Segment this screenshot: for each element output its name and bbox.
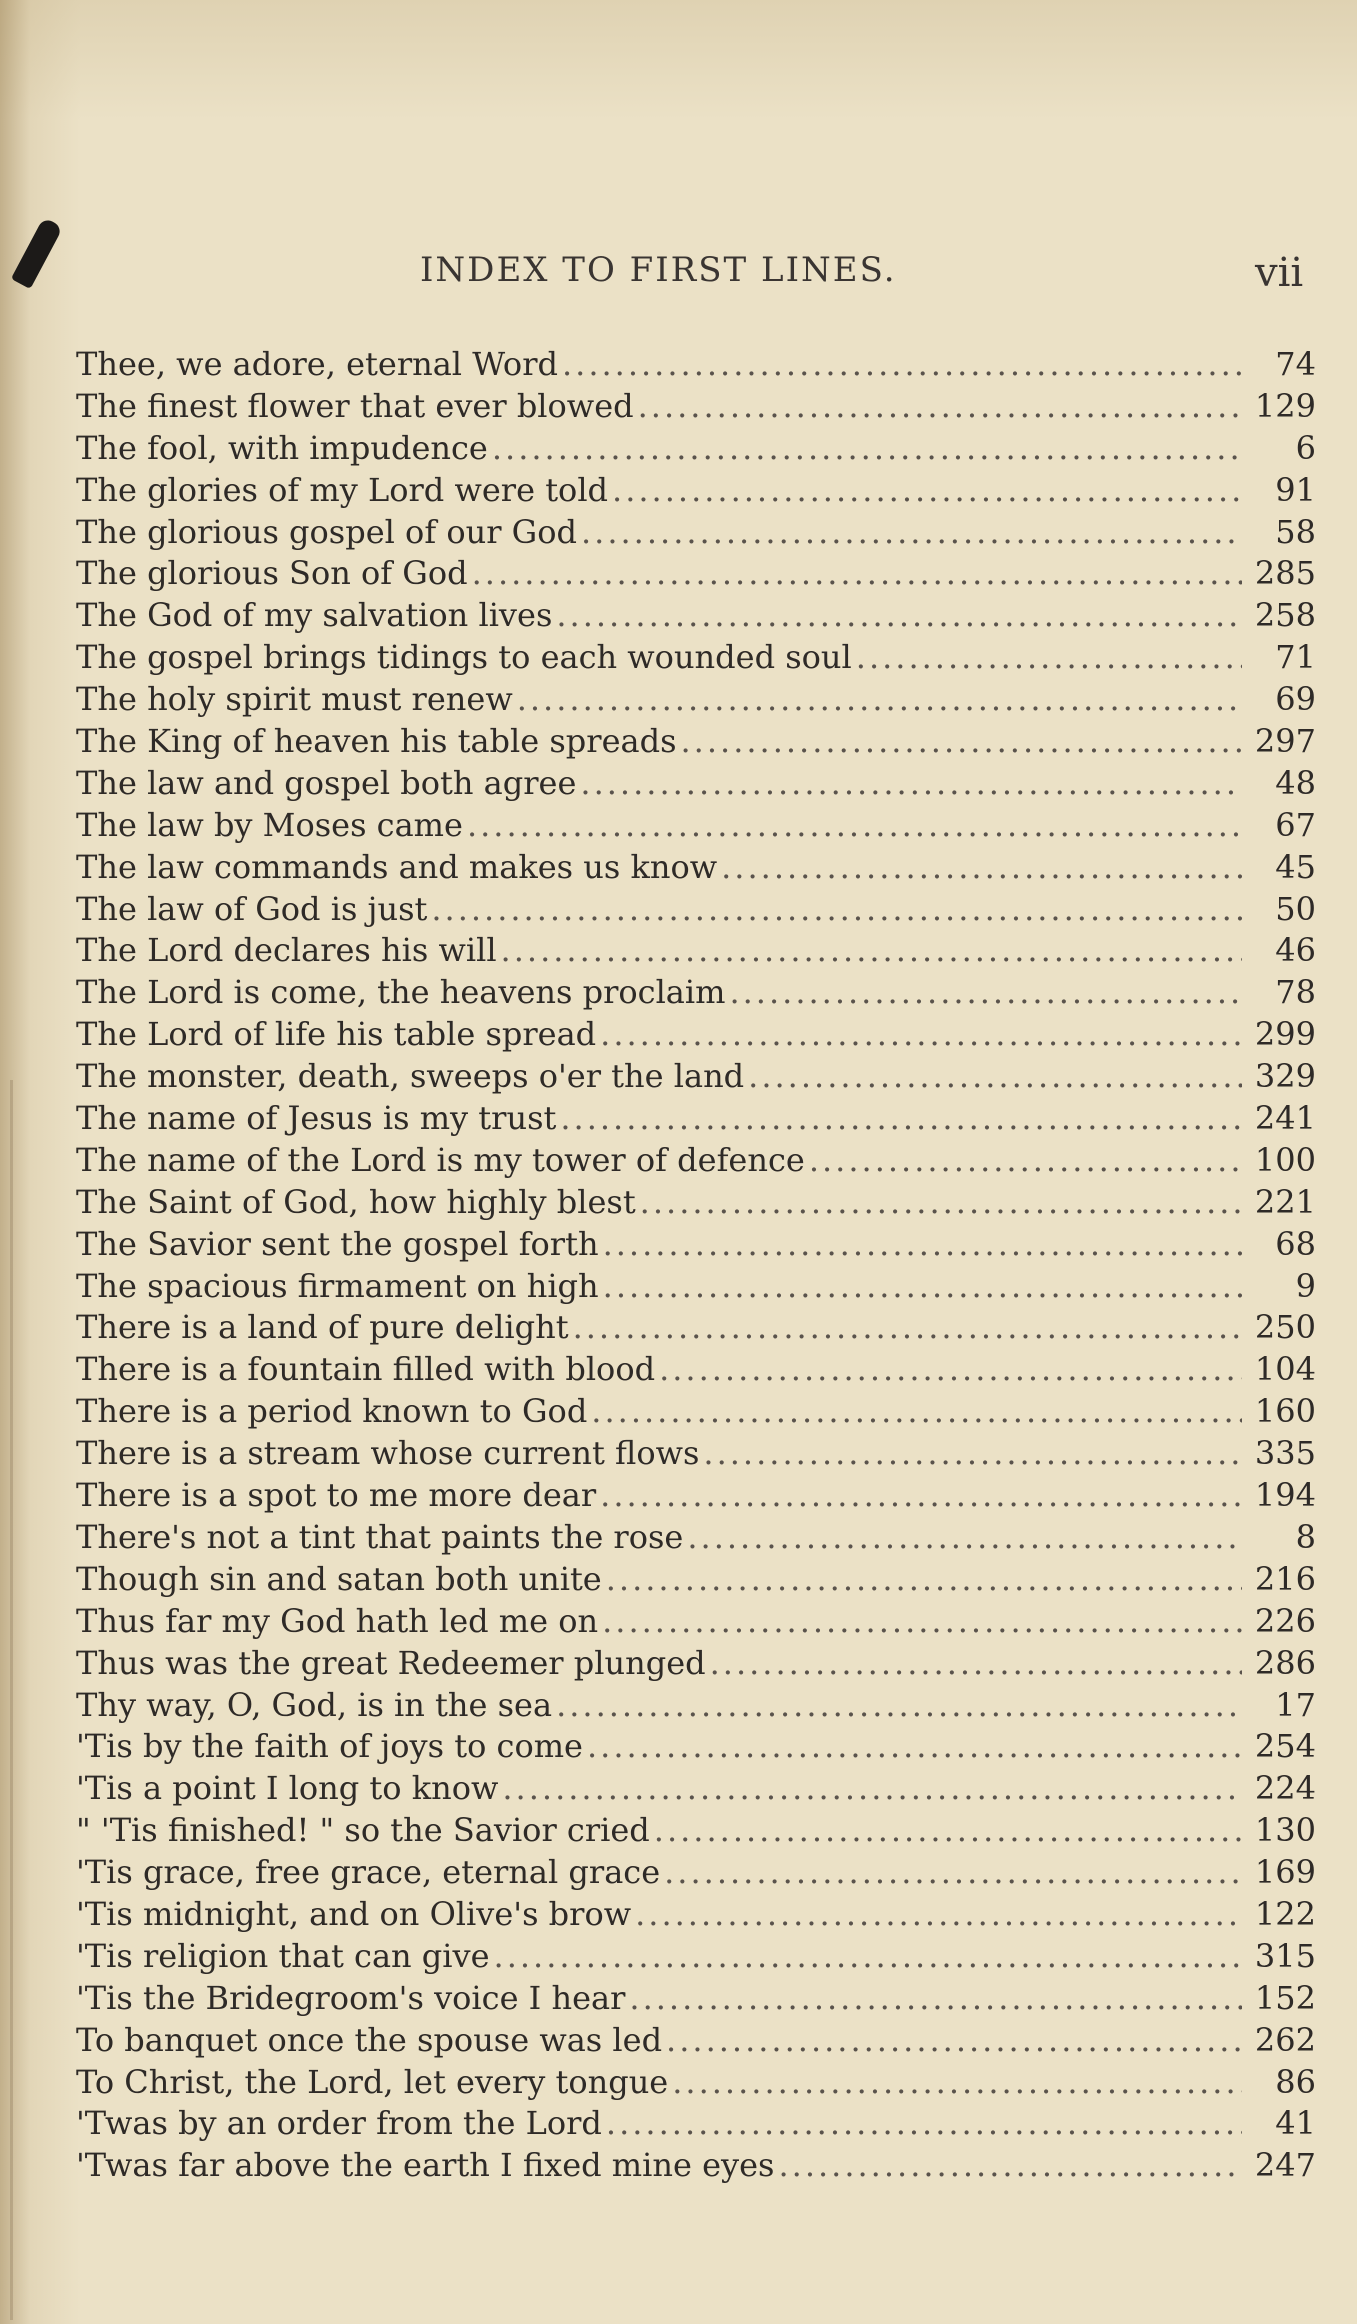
entry-page-number: 58 bbox=[1275, 512, 1316, 551]
entry-first-line: The Lord declares his will bbox=[76, 931, 497, 970]
entry-first-line: 'Twas far above the earth I fixed mine eyes bbox=[76, 2146, 775, 2185]
dot-leader bbox=[556, 595, 1242, 637]
entry-page-number: 129 bbox=[1254, 386, 1316, 425]
dot-leader bbox=[606, 2103, 1242, 2145]
entry-first-line: There's not a tint that paints the rose bbox=[76, 1517, 684, 1556]
index-entry bbox=[76, 930, 1316, 972]
dot-leader bbox=[687, 1517, 1242, 1559]
entry-first-line: 'Tis a point I long to know bbox=[76, 1769, 499, 1808]
entry-page-number: 258 bbox=[1254, 596, 1316, 635]
dot-leader bbox=[600, 1014, 1242, 1056]
index-entry bbox=[76, 2145, 1316, 2187]
index-entry bbox=[76, 2103, 1316, 2145]
entry-page-number: 6 bbox=[1295, 428, 1316, 467]
dot-leader bbox=[729, 972, 1242, 1014]
entry-page-number: 224 bbox=[1254, 1769, 1316, 1808]
index-entry bbox=[76, 1014, 1316, 1056]
index-entry bbox=[76, 972, 1316, 1014]
dot-leader bbox=[710, 1643, 1242, 1685]
entry-first-line: The law commands and makes us know bbox=[76, 847, 718, 886]
dot-leader bbox=[602, 1601, 1242, 1643]
index-entry bbox=[76, 1685, 1316, 1727]
entry-page-number: 241 bbox=[1254, 1099, 1316, 1138]
index-entry bbox=[76, 344, 1316, 386]
entry-first-line: The monster, death, sweeps o'er the land bbox=[76, 1057, 745, 1096]
dot-leader bbox=[580, 763, 1242, 805]
index-entry bbox=[76, 512, 1316, 554]
index-entry bbox=[76, 1098, 1316, 1140]
entry-first-line: To Christ, the Lord, let every tongue bbox=[76, 2062, 669, 2101]
dot-leader bbox=[672, 2062, 1242, 2104]
index-entry bbox=[76, 1894, 1316, 1936]
dot-leader bbox=[472, 553, 1242, 595]
index-entry bbox=[76, 637, 1316, 679]
dot-leader bbox=[501, 930, 1242, 972]
entry-page-number: 8 bbox=[1295, 1517, 1316, 1556]
dot-leader bbox=[681, 721, 1243, 763]
index-entry bbox=[76, 847, 1316, 889]
index-entry bbox=[76, 1768, 1316, 1810]
dot-leader bbox=[502, 1768, 1242, 1810]
dot-leader bbox=[654, 1810, 1242, 1852]
index-entry bbox=[76, 805, 1316, 847]
dot-leader bbox=[603, 1266, 1242, 1308]
entry-first-line: There is a period known to God bbox=[76, 1392, 588, 1431]
dot-leader bbox=[666, 2020, 1242, 2062]
index-entry bbox=[76, 1266, 1316, 1308]
entry-first-line: There is a land of pure delight bbox=[76, 1308, 569, 1347]
entry-page-number: 41 bbox=[1275, 2104, 1316, 2143]
entry-first-line: The Savior sent the gospel forth bbox=[76, 1224, 599, 1263]
dot-leader bbox=[664, 1852, 1242, 1894]
entry-page-number: 250 bbox=[1254, 1308, 1316, 1347]
entry-page-number: 48 bbox=[1275, 763, 1316, 802]
entry-first-line: 'Tis midnight, and on Olive's brow bbox=[76, 1894, 632, 1933]
entry-page-number: 67 bbox=[1275, 805, 1316, 844]
entry-first-line: The law and gospel both agree bbox=[76, 763, 577, 802]
dot-leader bbox=[635, 1894, 1242, 1936]
entry-page-number: 46 bbox=[1275, 931, 1316, 970]
entry-first-line: To banquet once the spouse was led bbox=[76, 2020, 663, 2059]
dot-leader bbox=[573, 1307, 1242, 1349]
page-number: vii bbox=[1255, 250, 1304, 296]
index-entry bbox=[76, 763, 1316, 805]
entry-first-line: Though sin and satan both unite bbox=[76, 1559, 602, 1598]
entry-first-line: The King of heaven his table spreads bbox=[76, 722, 677, 761]
dot-leader bbox=[494, 1936, 1242, 1978]
entry-first-line: The God of my salvation lives bbox=[76, 596, 553, 635]
entry-page-number: 91 bbox=[1275, 470, 1316, 509]
entry-first-line: The name of Jesus is my trust bbox=[76, 1099, 557, 1138]
dot-leader bbox=[703, 1433, 1242, 1475]
index-entry bbox=[76, 1391, 1316, 1433]
entry-first-line: The Lord of life his table spread bbox=[76, 1015, 597, 1054]
dot-leader bbox=[431, 889, 1242, 931]
index-entry bbox=[76, 2020, 1316, 2062]
index-entry bbox=[76, 889, 1316, 931]
entry-first-line: The glorious Son of God bbox=[76, 554, 468, 593]
entry-first-line: The Saint of God, how highly blest bbox=[76, 1182, 636, 1221]
index-entry bbox=[76, 1433, 1316, 1475]
index-entry bbox=[76, 1224, 1316, 1266]
dot-leader bbox=[603, 1224, 1242, 1266]
entry-page-number: 299 bbox=[1254, 1015, 1316, 1054]
dot-leader bbox=[492, 428, 1242, 470]
entry-page-number: 74 bbox=[1275, 345, 1316, 383]
entry-page-number: 9 bbox=[1295, 1266, 1316, 1305]
page-edge-shadow bbox=[10, 1080, 13, 2320]
entry-page-number: 45 bbox=[1275, 847, 1316, 886]
entry-page-number: 71 bbox=[1275, 638, 1316, 677]
entry-first-line: 'Twas by an order from the Lord bbox=[76, 2104, 602, 2143]
entry-page-number: 254 bbox=[1254, 1727, 1316, 1766]
dot-leader bbox=[856, 637, 1242, 679]
entry-page-number: 169 bbox=[1254, 1853, 1316, 1892]
dot-leader bbox=[517, 679, 1242, 721]
entry-page-number: 221 bbox=[1254, 1182, 1316, 1221]
entry-first-line: The law by Moses came bbox=[76, 805, 463, 844]
entry-page-number: 104 bbox=[1254, 1350, 1316, 1389]
dot-leader bbox=[612, 470, 1242, 512]
entry-page-number: 68 bbox=[1275, 1224, 1316, 1263]
index-entry bbox=[76, 386, 1316, 428]
entry-first-line: Thus was the great Redeemer plunged bbox=[76, 1643, 706, 1682]
entry-first-line: The holy spirit must renew bbox=[76, 680, 513, 719]
entry-page-number: 50 bbox=[1275, 889, 1316, 928]
entry-page-number: 286 bbox=[1254, 1643, 1316, 1682]
entry-page-number: 152 bbox=[1254, 1978, 1316, 2017]
page-header bbox=[0, 250, 1357, 300]
dot-leader bbox=[721, 847, 1242, 889]
index-entry bbox=[76, 1475, 1316, 1517]
entry-page-number: 100 bbox=[1254, 1140, 1316, 1179]
entry-page-number: 122 bbox=[1254, 1894, 1316, 1933]
entry-page-number: 329 bbox=[1254, 1057, 1316, 1096]
index-entry bbox=[76, 1349, 1316, 1391]
dot-leader bbox=[629, 1978, 1242, 2020]
index-entry bbox=[76, 1601, 1316, 1643]
index-entry bbox=[76, 1852, 1316, 1894]
index-entry bbox=[76, 553, 1316, 595]
entry-first-line: The finest flower that ever blowed bbox=[76, 386, 634, 425]
entry-first-line: The Lord is come, the heavens proclaim bbox=[76, 973, 726, 1012]
entry-page-number: 160 bbox=[1254, 1392, 1316, 1431]
dot-leader bbox=[556, 1685, 1242, 1727]
dot-leader bbox=[587, 1726, 1242, 1768]
index-entry bbox=[76, 1517, 1316, 1559]
entry-first-line: There is a stream whose current flows bbox=[76, 1434, 700, 1473]
index-entry bbox=[76, 428, 1316, 470]
entry-page-number: 17 bbox=[1275, 1685, 1316, 1724]
entry-page-number: 216 bbox=[1254, 1559, 1316, 1598]
entry-first-line: 'Tis the Bridegroom's voice I hear bbox=[76, 1978, 626, 2017]
entry-first-line: The glories of my Lord were told bbox=[76, 470, 609, 509]
index-entry bbox=[76, 1307, 1316, 1349]
index-entry bbox=[76, 470, 1316, 512]
entry-first-line: Thy way, O, God, is in the sea bbox=[76, 1685, 553, 1724]
entry-page-number: 285 bbox=[1254, 554, 1316, 593]
entry-first-line: The law of God is just bbox=[76, 889, 428, 928]
index-list bbox=[76, 344, 1316, 2187]
index-entry bbox=[76, 1810, 1316, 1852]
index-entry bbox=[76, 721, 1316, 763]
index-entry bbox=[76, 1559, 1316, 1601]
entry-page-number: 297 bbox=[1254, 722, 1316, 761]
entry-page-number: 78 bbox=[1275, 973, 1316, 1012]
index-entry bbox=[76, 679, 1316, 721]
entry-first-line: " 'Tis finished! " so the Savior cried bbox=[76, 1811, 650, 1850]
entry-first-line: There is a fountain filled with blood bbox=[76, 1350, 656, 1389]
dot-leader bbox=[659, 1349, 1242, 1391]
entry-page-number: 226 bbox=[1254, 1601, 1316, 1640]
dot-leader bbox=[640, 1182, 1242, 1224]
index-entry bbox=[76, 1726, 1316, 1768]
dot-leader bbox=[606, 1559, 1242, 1601]
entry-page-number: 262 bbox=[1254, 2020, 1316, 2059]
entry-page-number: 86 bbox=[1275, 2062, 1316, 2101]
entry-page-number: 335 bbox=[1254, 1434, 1316, 1473]
entry-first-line: The name of the Lord is my tower of defence bbox=[76, 1140, 805, 1179]
index-entry bbox=[76, 2062, 1316, 2104]
dot-leader bbox=[809, 1140, 1242, 1182]
index-entry bbox=[76, 1140, 1316, 1182]
dot-leader bbox=[562, 344, 1242, 386]
dot-leader bbox=[467, 805, 1242, 847]
entry-first-line: 'Tis religion that can give bbox=[76, 1936, 490, 1975]
entry-first-line: Thee, we adore, eternal Word bbox=[76, 345, 558, 383]
dot-leader bbox=[600, 1475, 1242, 1517]
entry-first-line: Thus far my God hath led me on bbox=[76, 1601, 599, 1640]
dot-leader bbox=[748, 1056, 1242, 1098]
entry-first-line: The glorious gospel of our God bbox=[76, 512, 577, 551]
entry-page-number: 315 bbox=[1254, 1936, 1316, 1975]
entry-page-number: 247 bbox=[1254, 2146, 1316, 2185]
dot-leader bbox=[778, 2145, 1242, 2187]
index-entry bbox=[76, 595, 1316, 637]
entry-first-line: 'Tis grace, free grace, eternal grace bbox=[76, 1853, 661, 1892]
dot-leader bbox=[581, 512, 1242, 554]
entry-first-line: The gospel brings tidings to each wounded soul bbox=[76, 638, 852, 677]
entry-first-line: The fool, with impudence bbox=[76, 428, 488, 467]
entry-first-line: 'Tis by the faith of joys to come bbox=[76, 1727, 583, 1766]
index-entry bbox=[76, 1182, 1316, 1224]
entry-first-line: There is a spot to me more dear bbox=[76, 1476, 597, 1515]
index-entry bbox=[76, 1936, 1316, 1978]
dot-leader bbox=[591, 1391, 1242, 1433]
index-entry bbox=[76, 1643, 1316, 1685]
entry-page-number: 130 bbox=[1254, 1811, 1316, 1850]
entry-first-line: The spacious firmament on high bbox=[76, 1266, 599, 1305]
page-title: INDEX TO FIRST LINES. bbox=[420, 250, 897, 290]
index-entry bbox=[76, 1978, 1316, 2020]
dot-leader bbox=[560, 1098, 1242, 1140]
dot-leader bbox=[638, 386, 1242, 428]
entry-page-number: 69 bbox=[1275, 680, 1316, 719]
entry-page-number: 194 bbox=[1254, 1476, 1316, 1515]
index-entry bbox=[76, 1056, 1316, 1098]
